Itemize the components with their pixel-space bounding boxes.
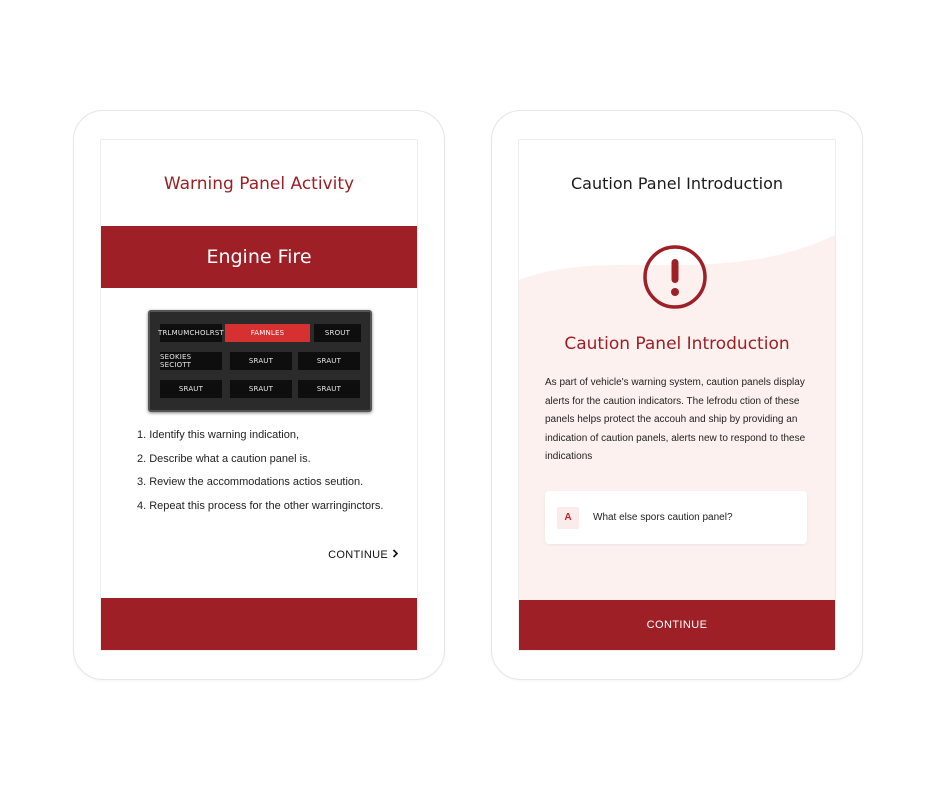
option-text: What else spors caution panel? [593, 512, 733, 523]
instruction-list [137, 424, 383, 518]
annunciator-light[interactable] [314, 324, 361, 342]
annunciator-light[interactable] [160, 324, 222, 342]
annunciator-light[interactable] [160, 380, 222, 398]
annunciator-label: TRLMUMCHOLRST [158, 329, 224, 337]
annunciator-light-active[interactable] [225, 324, 310, 342]
annunciator-label: SEOKIES SECIOTT [160, 353, 192, 369]
list-item: 1. Identify this warning indication, [137, 429, 300, 441]
continue-label: CONTINUE [328, 549, 388, 561]
section-heading: Caution Panel Introduction [564, 334, 790, 354]
annunciator-light[interactable] [160, 352, 222, 370]
annunciator-light[interactable] [230, 380, 292, 398]
page-title: Caution Panel Introduction [571, 174, 783, 193]
annunciator-light[interactable] [230, 352, 292, 370]
annunciator-label: SRAUT [178, 385, 204, 393]
page-title: Warning Panel Activity [163, 174, 355, 194]
warning-banner [101, 226, 417, 288]
warning-panel-screen [100, 139, 418, 651]
annunciator-panel [148, 310, 372, 412]
option-badge: A [557, 507, 579, 529]
footer-bar [101, 598, 417, 650]
exclamation-circle-icon [642, 244, 708, 315]
annunciator-label: SRAUT [316, 357, 342, 365]
annunciator-light[interactable] [298, 380, 360, 398]
question-option[interactable] [545, 491, 807, 544]
caution-panel-screen [518, 139, 836, 651]
annunciator-label: FAMNLES [250, 329, 285, 337]
annunciator-label: SRAUT [316, 385, 342, 393]
annunciator-label: SROUT [324, 329, 351, 337]
tablet-right [491, 110, 863, 680]
list-item: 4. Repeat this process for the other warringinctors. [137, 499, 384, 512]
chevron-right-icon [392, 549, 399, 561]
list-item: 3. Review the accommodations actios seution. [137, 476, 364, 488]
annunciator-label: SRAUT [248, 357, 274, 365]
banner-label: Engine Fire [206, 246, 312, 268]
annunciator-light[interactable] [298, 352, 360, 370]
continue-button[interactable]: CONTINUE [519, 600, 835, 650]
continue-link[interactable] [328, 549, 399, 561]
annunciator-label: SRAUT [248, 385, 274, 393]
tablet-left [73, 110, 445, 680]
body-text: As part of vehicle's warning system, caution panels display alerts for the caution indicators. The lefrodu ction of these panels helps protect the accouh and ship by providing an indication of caution panels, alerts new to respond to these indications [545, 377, 806, 462]
list-item: 2. Describe what a caution panel is. [137, 452, 311, 465]
